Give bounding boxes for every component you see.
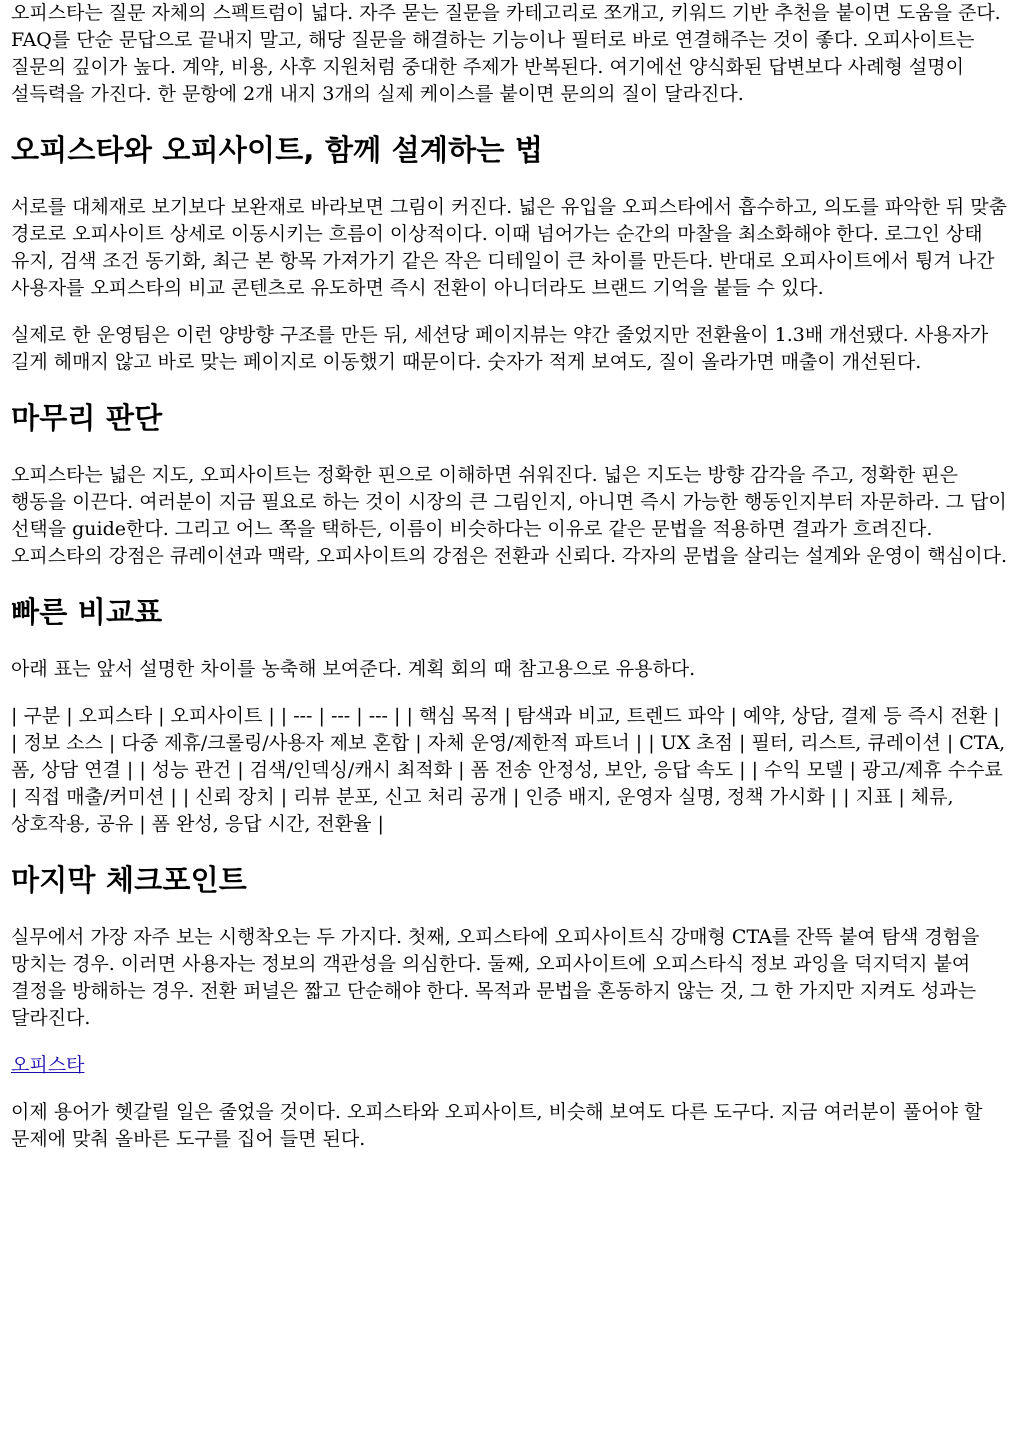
section-heading-conclusion: 마무리 판단: [11, 401, 163, 435]
intro-paragraph: 오피스타는 질문 자체의 스펙트럼이 넓다. 자주 묻는 질문을 카테고리로 쪼개고, 키워드 기반 추천을 붙이면 도움을 준다. FAQ를 단순 문답으로 끝내지 말고, 해당 질문을 해결하는 기능이나 필터로 바로 연결해주는 것이 좋다. 오피사이트는 질문의 깊이가 높다. 계약, 비용, 사후 지원처럼 중대한 주제가 반복된다. 여기에선 양식화된 답변보다 사례형 설명이 설득력을 가진다. 한 문항에 2개 내지 3개의 실제 케이스를 붙이면 문의의 질이 달라진다.: [11, 2, 1001, 105]
link-paragraph: [11, 1052, 1012, 1079]
comparison-table-raw: | 구분 | 오피스타 | 오피사이트 | | --- | --- | --- | | 핵심 목적 | 탐색과 비교, 트렌드 파악 | 예약, 상담, 결제 등 즉시 전환 | | 정보 소스 | 다중 제휴/크롤링/사용자 제보 혼합 | 자체 운영/제한적 파트너 | | UX 초점 | 필터, 리스트, 큐레이션 | CTA, 폼, 상담 연결 | | 성능 관건 | 검색/인덱싱/캐시 최적화 | 폼 전송 안정성, 보안, 응답 속도 | | 수익 모델 | 광고/제휴 수수료 | 직접 매출/커미션 | | 신뢰 장치 | 리뷰 분포, 신고 처리 공개 | 인증 배지, 운영자 실명, 정책 가시화 | | 지표 | 체류, 상호작용, 공유 | 폼 완성, 응답 시간, 전환율 |: [11, 705, 1006, 835]
article-body: [11, 0, 1012, 1153]
section-heading-design: 오피스타와 오피사이트, 함께 설계하는 법: [11, 133, 544, 167]
closing-paragraph: 이제 용어가 헷갈릴 일은 줄었을 것이다. 오피스타와 오피사이트, 비슷해 보여도 다른 도구다. 지금 여러분이 풀어야 할 문제에 맞춰 올바른 도구를 집어 들면 된다.: [11, 1101, 983, 1150]
section-heading-checkpoint: 마지막 체크포인트: [11, 863, 248, 897]
ofista-link[interactable]: 오피스타: [11, 1054, 85, 1076]
section-heading-comparison: 빠른 비교표: [11, 595, 163, 629]
checkpoint-paragraph: 실무에서 가장 자주 보는 시행착오는 두 가지다. 첫째, 오피스타에 오피사이트식 강매형 CTA를 잔뜩 붙여 탐색 경험을 망치는 경우. 이러면 사용자는 정보의 객관성을 의심한다. 둘째, 오피사이트에 오피스타식 정보 과잉을 덕지덕지 붙여 결정을 방해하는 경우. 전환 퍼널은 짧고 단순해야 한다. 목적과 문법을 혼동하지 않는 것, 그 한 가지만 지켜도 성과는 달라진다.: [11, 926, 980, 1029]
design-paragraph-2: 실제로 한 운영팀은 이런 양방향 구조를 만든 뒤, 세션당 페이지뷰는 약간 줄었지만 전환율이 1.3배 개선됐다. 사용자가 길게 헤매지 않고 바로 맞는 페이지로 이동했기 때문이다. 숫자가 적게 보여도, 질이 올라가면 매출이 개선된다.: [11, 324, 989, 373]
conclusion-paragraph: 오피스타는 넓은 지도, 오피사이트는 정확한 핀으로 이해하면 쉬워진다. 넓은 지도는 방향 감각을 주고, 정확한 핀은 행동을 이끈다. 여러분이 지금 필요로 하는 것이 시장의 큰 그림인지, 아니면 즉시 가능한 행동인지부터 자문하라. 그 답이 선택을 guide한다. 그리고 어느 쪽을 택하든, 이름이 비슷하다는 이유로 같은 문법을 적용하면 결과가 흐려진다. 오피스타의 강점은 큐레이션과 맥락, 오피사이트의 강점은 전환과 신뢰다. 각자의 문법을 살리는 설계와 운영이 핵심이다.: [11, 464, 1007, 567]
comparison-intro-paragraph: 아래 표는 앞서 설명한 차이를 농축해 보여준다. 계획 회의 때 참고용으로 유용하다.: [11, 658, 696, 680]
design-paragraph-1: 서로를 대체재로 보기보다 보완재로 바라보면 그림이 커진다. 넓은 유입을 오피스타에서 흡수하고, 의도를 파악한 뒤 맞춤 경로로 오피사이트 상세로 이동시키는 흐름이 이상적이다. 이때 넘어가는 순간의 마찰을 최소화해야 한다. 로그인 상태 유지, 검색 조건 동기화, 최근 본 항목 가져가기 같은 작은 디테일이 큰 차이를 만든다. 반대로 오피사이트에서 튕겨 나간 사용자를 오피스타의 비교 콘텐츠로 유도하면 즉시 전환이 아니더라도 브랜드 기억을 붙들 수 있다.: [11, 196, 1007, 299]
